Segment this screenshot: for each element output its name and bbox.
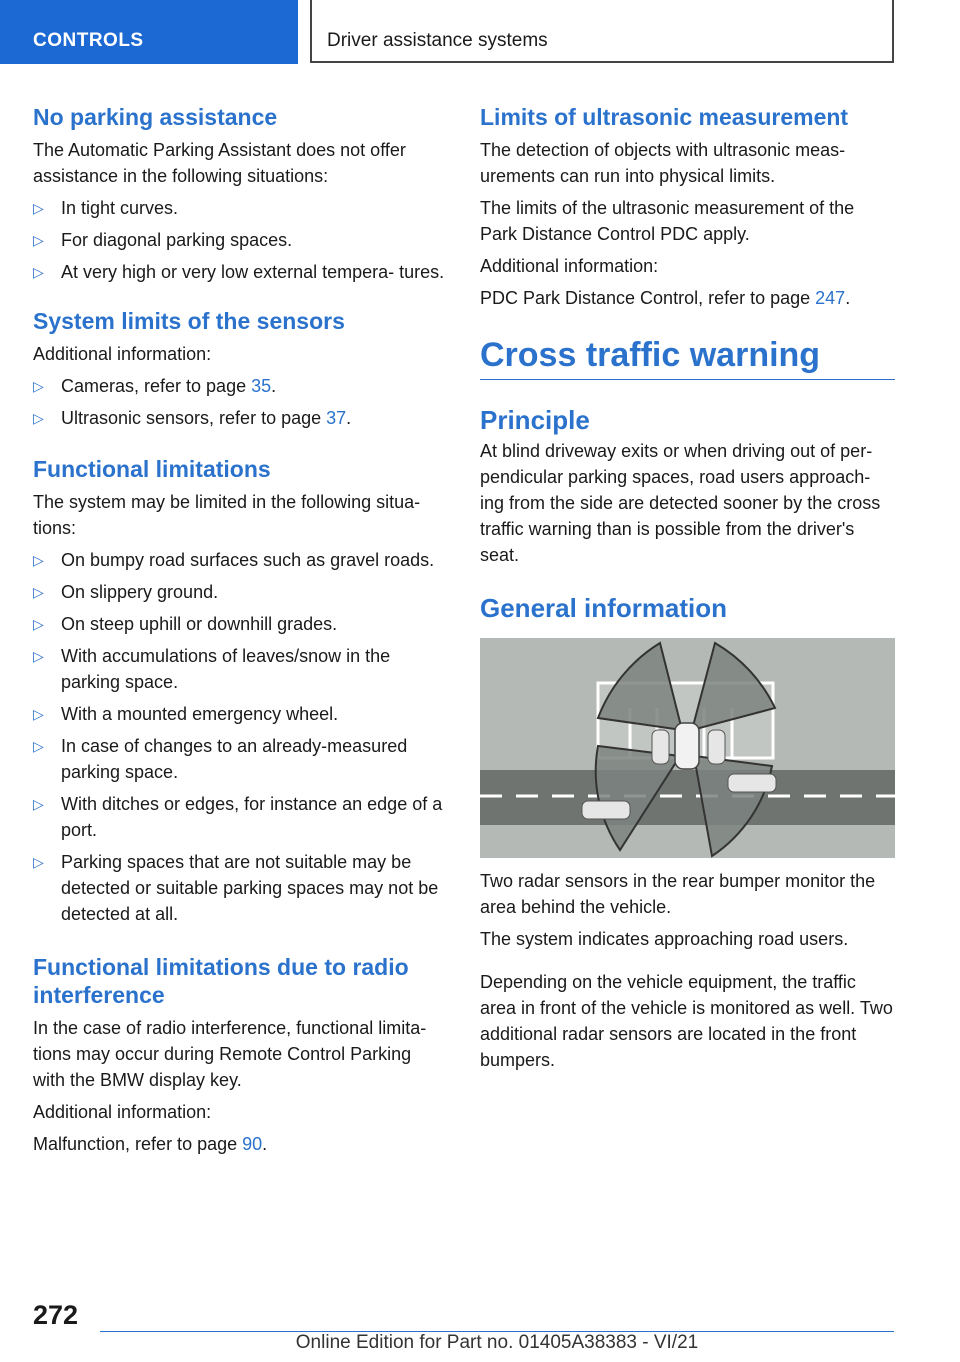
- heading-functional-limitations: Functional limitations: [33, 456, 271, 482]
- no-parking-intro: The Automatic Parking Assistant does not offer assistance in the following situations:: [33, 140, 406, 186]
- triangle-bullet-icon: ▷: [33, 584, 44, 600]
- ultrasonic-p4: PDC Park Distance Control, refer to page 247.: [480, 288, 851, 308]
- ultrasonic-p2: The limits of the ultrasonic measurement of the Park Distance Control PDC apply.: [480, 198, 855, 244]
- sensor-limits-intro: Additional information:: [33, 344, 212, 364]
- figure-caption-1: Two radar sensors in the rear bumper monitor the area behind the vehicle.: [480, 871, 876, 917]
- page-link-37[interactable]: 37: [326, 408, 347, 428]
- no-parking-list: [33, 195, 448, 285]
- figure-caption-2: The system indicates approaching road users.: [480, 929, 849, 949]
- list-item: ▷ In tight curves.: [33, 195, 448, 221]
- triangle-bullet-icon: ▷: [33, 264, 44, 280]
- page-link-90[interactable]: 90: [242, 1134, 263, 1154]
- list-item: ▷ At very high or very low external tempera- tures.: [33, 259, 448, 285]
- header-chapter-label: Driver assistance systems: [327, 30, 548, 51]
- list-item: ▷ In case of changes to an already-measured parking space.: [33, 733, 448, 785]
- triangle-bullet-icon: ▷: [33, 200, 44, 216]
- header-chapter-box: [310, 0, 894, 63]
- page-link-35[interactable]: 35: [251, 376, 272, 396]
- ego-vehicle: [675, 723, 699, 769]
- triangle-bullet-icon: ▷: [33, 648, 44, 664]
- list-item: ▷ Parking spaces that are not suitable may be detected or suitable parking spaces may not be detected at all.: [33, 849, 448, 927]
- page-number: 272: [33, 1300, 79, 1330]
- road: [480, 770, 895, 825]
- triangle-bullet-icon: ▷: [33, 796, 44, 812]
- triangle-bullet-icon: ▷: [33, 616, 44, 632]
- cross-traffic-illustration: [480, 638, 895, 858]
- parked-car: [708, 730, 725, 764]
- principle-text: At blind driveway exits or when driving out of per- pendicular parking spaces, road users approach- ing from the side are detected sooner by the cross traffic warning than is possible from the driver's seat.: [480, 441, 881, 565]
- heading-ultrasonic-limits: Limits of ultrasonic measurement: [480, 104, 849, 130]
- parked-car: [652, 730, 669, 764]
- list-item: ▷ On steep uphill or downhill grades.: [33, 611, 448, 637]
- triangle-bullet-icon: ▷: [33, 738, 44, 754]
- triangle-bullet-icon: ▷: [33, 854, 44, 870]
- triangle-bullet-icon: ▷: [33, 378, 44, 394]
- ultrasonic-p1: The detection of objects with ultrasonic meas- urements can run into physical limits.: [480, 140, 846, 186]
- functional-list: [33, 547, 448, 927]
- list-item: ▷ With ditches or edges, for instance an edge of a port.: [33, 791, 448, 843]
- header-section-tab: [0, 0, 298, 64]
- heading-cross-traffic-warning: Cross traffic warning: [480, 335, 895, 380]
- list-item: ▷ With a mounted emergency wheel.: [33, 701, 448, 727]
- triangle-bullet-icon: ▷: [33, 410, 44, 426]
- heading-principle: Principle: [480, 405, 590, 435]
- left-column: [33, 100, 448, 1157]
- heading-general-information: General information: [480, 593, 728, 623]
- list-item: ▷ On bumpy road surfaces such as gravel roads.: [33, 547, 448, 573]
- crossing-car-right: [728, 774, 776, 792]
- right-column: [480, 100, 895, 1073]
- heading-no-parking: No parking assistance: [33, 104, 278, 130]
- radio-additional: Additional information:: [33, 1102, 212, 1122]
- list-item: ▷ With accumulations of leaves/snow in the parking space.: [33, 643, 448, 695]
- page-link-247[interactable]: 247: [815, 288, 846, 308]
- radio-malfunction: Malfunction, refer to page 90.: [33, 1134, 268, 1154]
- triangle-bullet-icon: ▷: [33, 232, 44, 248]
- radio-text: In the case of radio interference, functional limita- tions may occur during Remote Control Parking with the BMW display key.: [33, 1018, 427, 1090]
- triangle-bullet-icon: ▷: [33, 552, 44, 568]
- list-item: ▷ Ultrasonic sensors, refer to page 37.: [33, 405, 448, 431]
- heading-sensor-limits: System limits of the sensors: [33, 308, 345, 334]
- sensor-limits-list: [33, 373, 448, 431]
- triangle-bullet-icon: ▷: [33, 706, 44, 722]
- list-item: ▷ On slippery ground.: [33, 579, 448, 605]
- footer-edition: Online Edition for Part no. 01405A38383 - VI/21: [295, 1332, 699, 1353]
- functional-intro: The system may be limited in the following situa- tions:: [33, 492, 421, 538]
- crossing-car-left: [582, 801, 630, 819]
- header-section-label: CONTROLS: [33, 30, 144, 51]
- heading-radio-interference: Functional limitations due to radio interference: [33, 954, 409, 1008]
- ultrasonic-p3: Additional information:: [480, 256, 659, 276]
- list-item: ▷ For diagonal parking spaces.: [33, 227, 448, 253]
- equipment-text: Depending on the vehicle equipment, the traffic area in front of the vehicle is monitored as well. Two additional radar sensors are located in the front bumpers.: [480, 972, 893, 1070]
- list-item: ▷ Cameras, refer to page 35.: [33, 373, 448, 399]
